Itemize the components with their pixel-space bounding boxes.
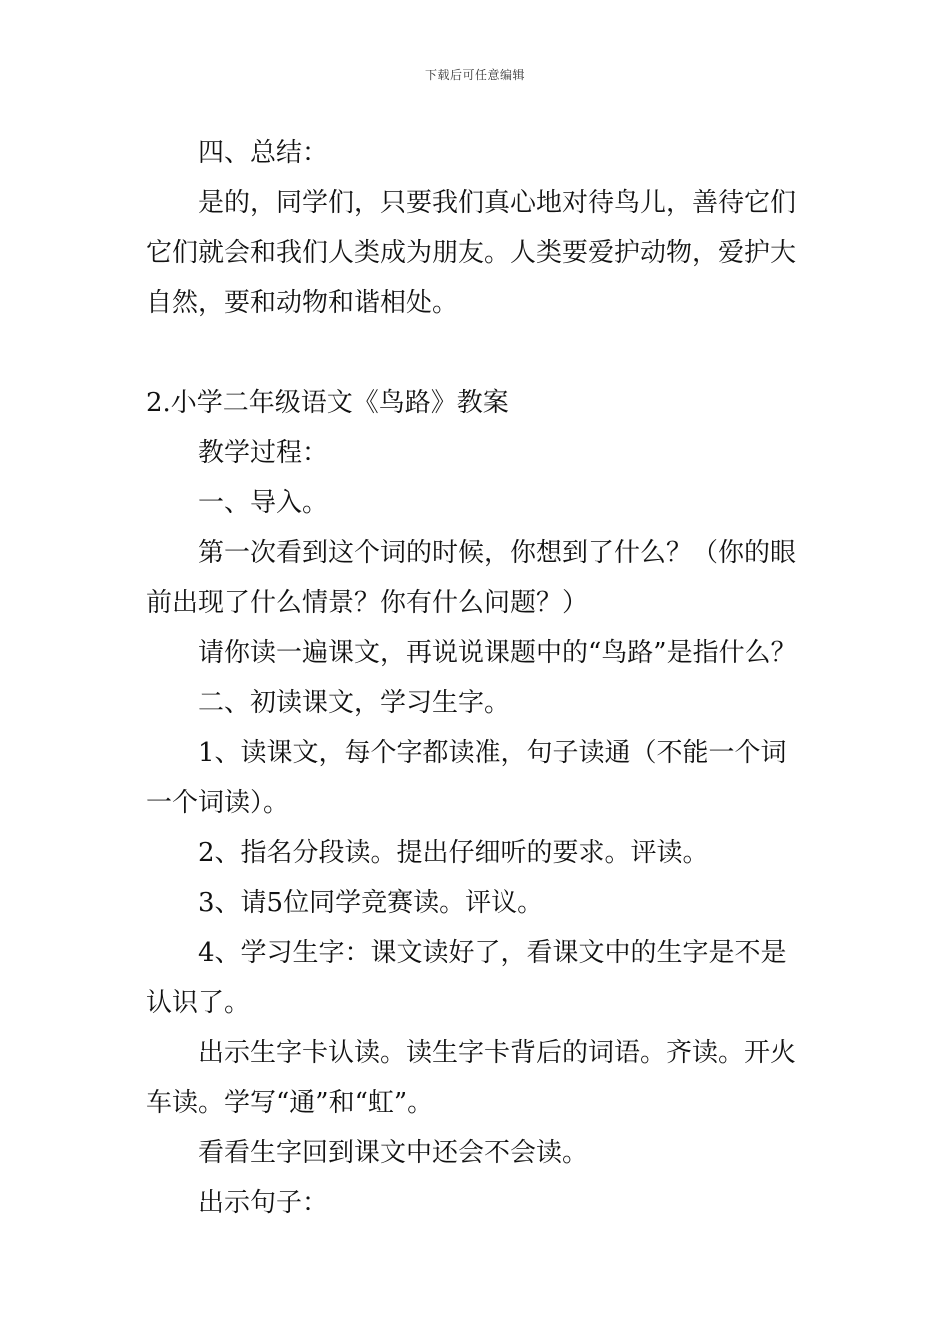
- lesson-title: 2.小学二年级语文《鸟路》教案: [146, 388, 509, 418]
- paragraph-read-question: 请你读一遍课文，再说说课题中的“鸟路”是指什么？: [198, 638, 797, 668]
- page-header: 下载后可任意编辑: [424, 68, 525, 82]
- section-heading-summary: 四、总结：: [198, 138, 329, 168]
- document-body: [146, 128, 811, 1228]
- paragraph-gap: [146, 328, 811, 378]
- paragraph-word-cards: 出示生字卡认读。读生字卡背后的词语。齐读。开火车读。学写“通”和“虹”。: [146, 1038, 797, 1118]
- list-item: 1、读课文，每个字都读准，句子读通（不能一个词一个词读）。: [146, 738, 787, 818]
- section-heading-process: 教学过程：: [198, 438, 329, 468]
- paragraph-summary: 是的，同学们，只要我们真心地对待鸟儿，善待它们它们就会和我们人类成为朋友。人类要爱护动物，爱护大自然，要和动物和谐相处。: [146, 188, 797, 318]
- list-item: 2、指名分段读。提出仔细听的要求。评读。: [198, 838, 709, 868]
- section-heading-intro: 一、导入。: [198, 488, 329, 518]
- paragraph-intro-question: 第一次看到这个词的时候，你想到了什么？（你的眼前出现了什么情景？你有什么问题？）: [146, 538, 797, 618]
- paragraph-show-sentences: 出示句子：: [198, 1188, 329, 1218]
- paragraph-review: 看看生字回到课文中还会不会读。: [198, 1138, 589, 1168]
- list-item: 3、请5位同学竞赛读。评议。: [198, 888, 544, 918]
- section-heading-first-reading: 二、初读课文，学习生字。: [198, 688, 511, 718]
- list-item: 4、学习生字：课文读好了，看课文中的生字是不是认识了。: [146, 938, 787, 1018]
